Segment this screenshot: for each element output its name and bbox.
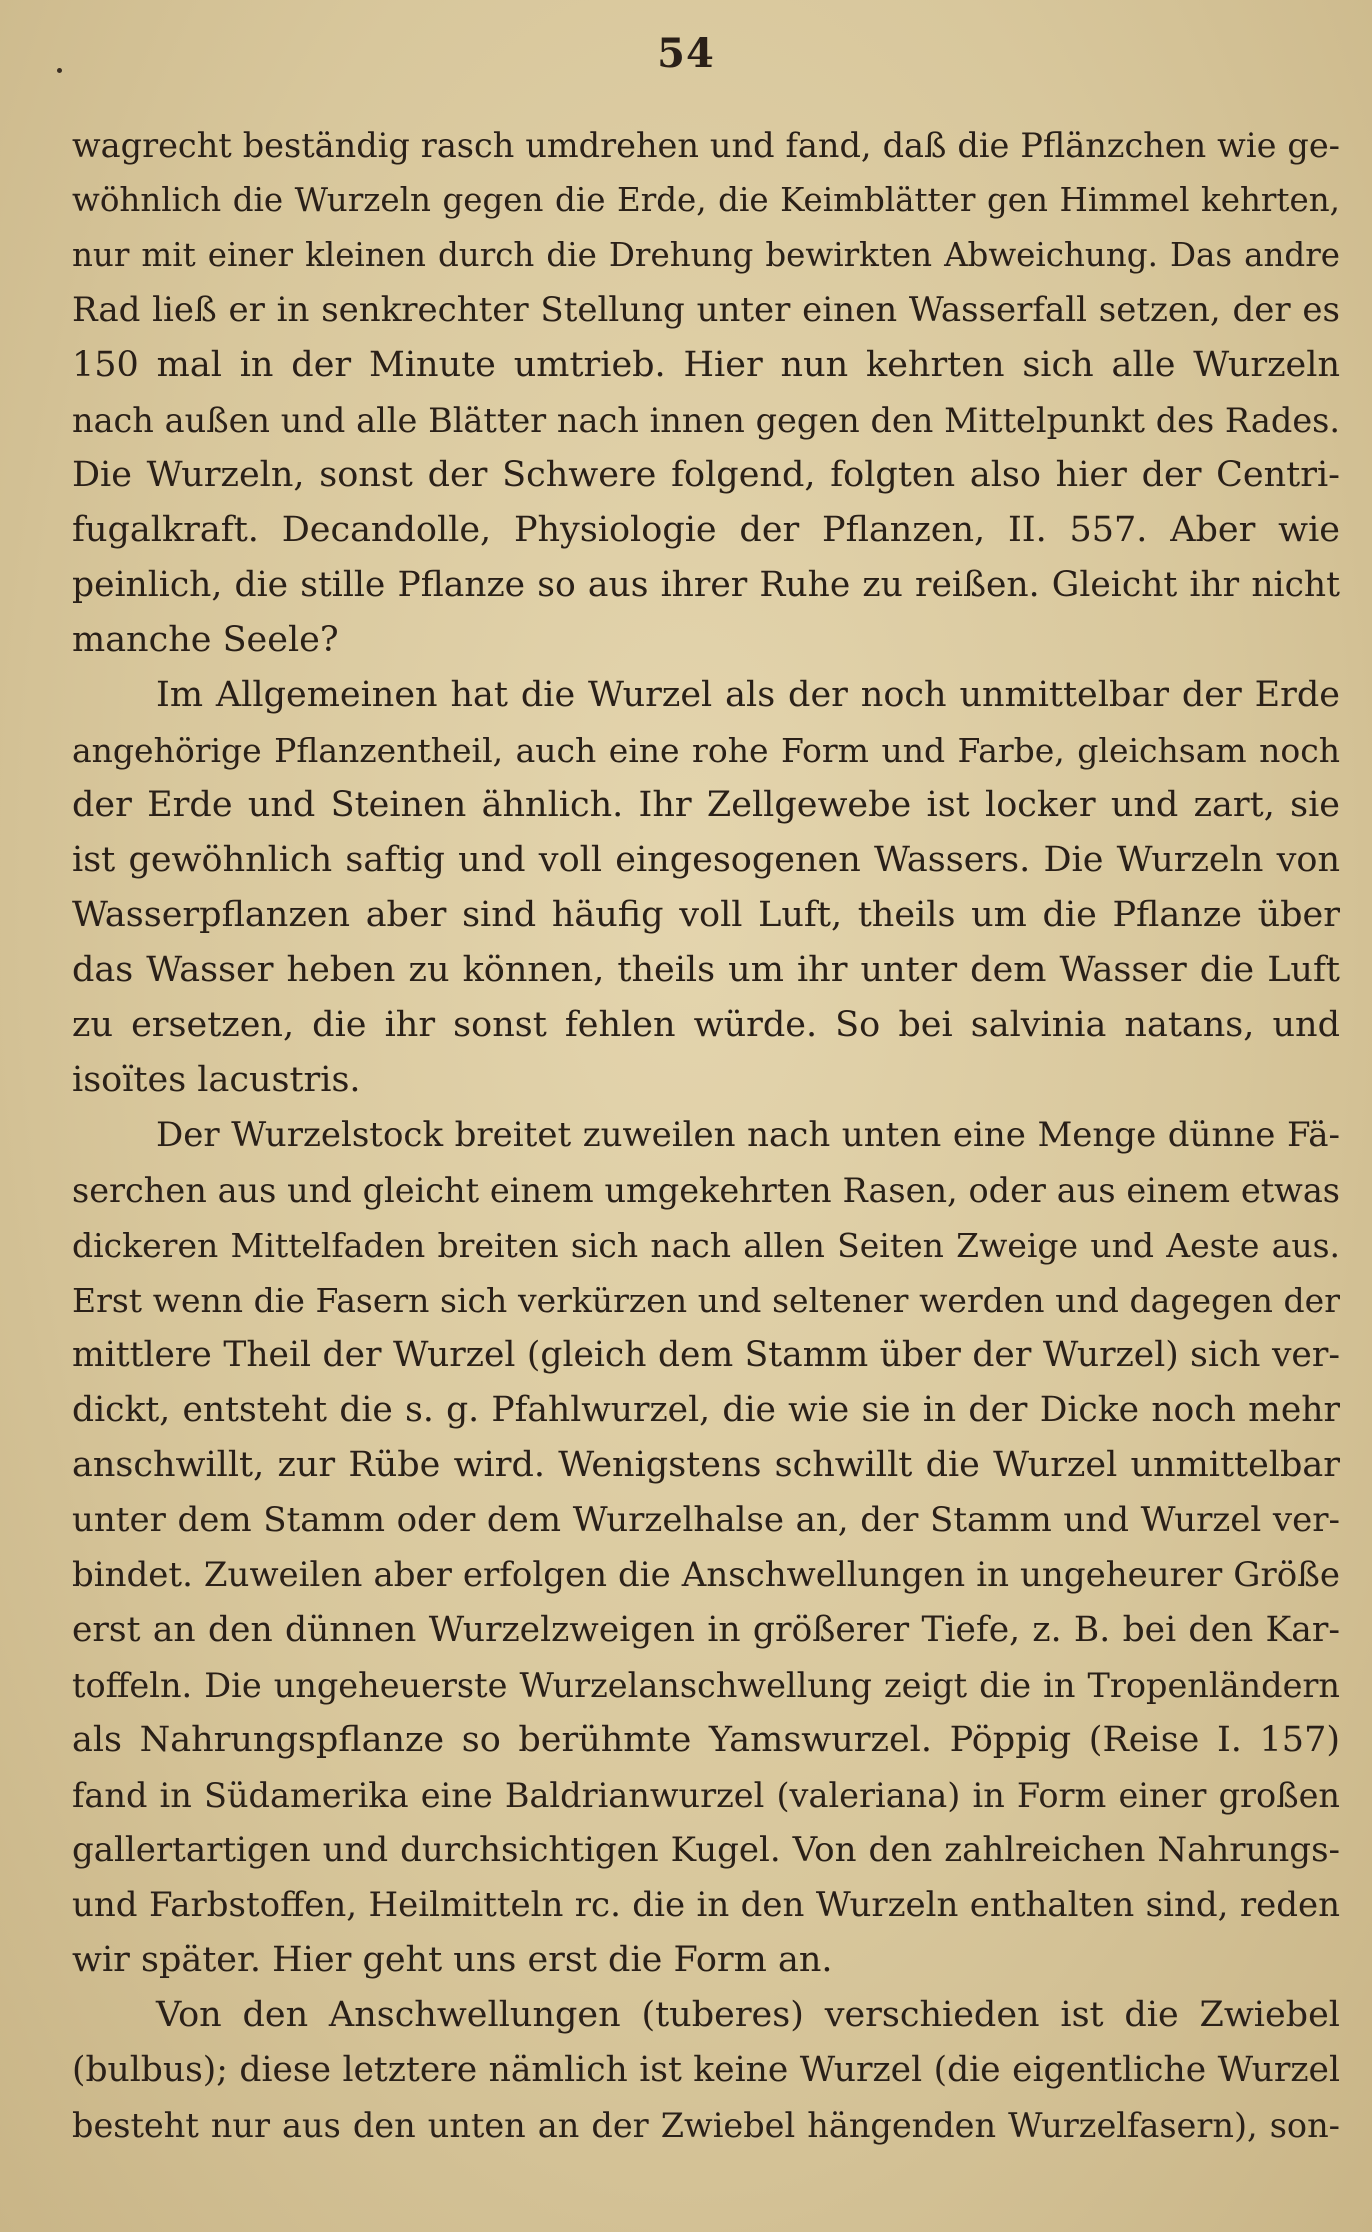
- text-line: fand in Südamerika eine Baldrianwurzel (valeriana) in Form einer großen: [72, 1776, 1340, 1815]
- text-line: Von den Anschwellungen (tuberes) verschieden ist die Zwiebel: [156, 1995, 1340, 2035]
- text-line: erst an den dünnen Wurzelzweigen in größerer Tiefe, z. B. bei den Kar-: [72, 1610, 1340, 1650]
- text-line: wir später. Hier geht uns erst die Form an.: [72, 1940, 833, 1980]
- text-line: angehörige Pflanzentheil, auch eine rohe Form und Farbe, gleichsam noch: [72, 731, 1340, 770]
- text-line: fugalkraft. Decandolle, Physiologie der Pflanzen, II. 557. Aber wie: [72, 510, 1340, 550]
- text-line: mittlere Theil der Wurzel (gleich dem Stamm über der Wurzel) sich ver-: [72, 1335, 1340, 1375]
- text-line: das Wasser heben zu können, theils um ihr unter dem Wasser die Luft: [72, 950, 1340, 990]
- text-line: (bulbus); diese letztere nämlich ist keine Wurzel (die eigentliche Wurzel: [72, 2050, 1340, 2090]
- text-line: und Farbstoffen, Heilmitteln rc. die in den Wurzeln enthalten sind, reden: [72, 1885, 1340, 1925]
- text-line: isoïtes lacustris.: [72, 1060, 361, 1100]
- text-line: wagrecht beständig rasch umdrehen und fand, daß die Pflänzchen wie ge-: [72, 126, 1340, 165]
- text-line: Erst wenn die Fasern sich verkürzen und seltener werden und dagegen der: [72, 1281, 1340, 1320]
- text-line: serchen aus und gleicht einem umgekehrten Rasen, oder aus einem etwas: [72, 1171, 1340, 1210]
- text-line: Die Wurzeln, sonst der Schwere folgend, folgten also hier der Centri-: [72, 455, 1340, 495]
- text-line: Im Allgemeinen hat die Wurzel als der noch unmittelbar der Erde: [156, 675, 1340, 715]
- text-line: anschwillt, zur Rübe wird. Wenigstens schwillt die Wurzel unmittelbar: [72, 1445, 1340, 1485]
- text-line: gallertartigen und durchsichtigen Kugel. Von den zahlreichen Nahrungs-: [72, 1830, 1340, 1870]
- text-line: Wasserpflanzen aber sind häufig voll Luft, theils um die Pflanze über: [72, 895, 1340, 935]
- ink-speck: [57, 68, 62, 73]
- text-line: toffeln. Die ungeheuerste Wurzelanschwellung zeigt die in Tropenländern: [72, 1666, 1340, 1705]
- text-line: Rad ließ er in senkrechter Stellung unter einen Wasserfall setzen, der es: [72, 290, 1340, 330]
- text-line: Der Wurzelstock breitet zuweilen nach unten eine Menge dünne Fä-: [156, 1115, 1340, 1155]
- page-text: [72, 118, 1340, 2153]
- text-line: zu ersetzen, die ihr sonst fehlen würde. So bei salvinia natans, und: [72, 1005, 1340, 1045]
- text-line: nach außen und alle Blätter nach innen gegen den Mittelpunkt des Rades.: [72, 401, 1340, 440]
- text-line: bindet. Zuweilen aber erfolgen die Anschwellungen in ungeheurer Größe: [72, 1555, 1340, 1595]
- text-line: peinlich, die stille Pflanze so aus ihrer Ruhe zu reißen. Gleicht ihr nicht: [72, 565, 1340, 605]
- text-line: der Erde und Steinen ähnlich. Ihr Zellgewebe ist locker und zart, sie: [72, 785, 1340, 825]
- text-line: unter dem Stamm oder dem Wurzelhalse an, der Stamm und Wurzel ver-: [72, 1500, 1340, 1540]
- text-line: dickt, entsteht die s. g. Pfahlwurzel, die wie sie in der Dicke noch mehr: [72, 1390, 1340, 1430]
- page-number: 54: [657, 30, 715, 77]
- text-line: ist gewöhnlich saftig und voll eingesogenen Wassers. Die Wurzeln von: [72, 840, 1340, 880]
- text-line: nur mit einer kleinen durch die Drehung bewirkten Abweichung. Das andre: [72, 236, 1340, 274]
- text-line: als Nahrungspflanze so berühmte Yamswurzel. Pöppig (Reise I. 157): [72, 1720, 1340, 1760]
- text-line: 150 mal in der Minute umtrieb. Hier nun kehrten sich alle Wurzeln: [72, 345, 1340, 385]
- text-line: wöhnlich die Wurzeln gegen die Erde, die Keimblätter gen Himmel kehrten,: [72, 181, 1340, 219]
- text-line: manche Seele?: [72, 620, 339, 660]
- text-line: besteht nur aus den unten an der Zwiebel hängenden Wurzelfasern), son-: [72, 2106, 1340, 2145]
- text-line: dickeren Mittelfaden breiten sich nach allen Seiten Zweige und Aeste aus.: [72, 1226, 1340, 1265]
